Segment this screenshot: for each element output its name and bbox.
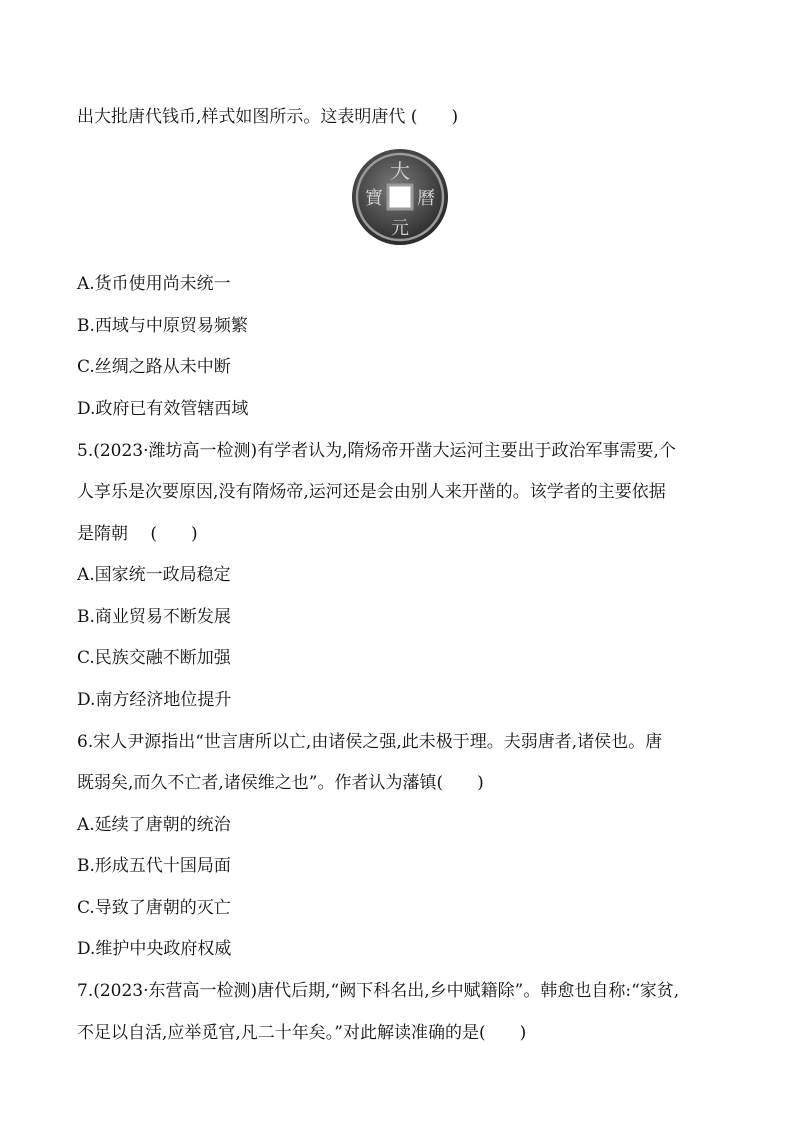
question-5-stem-line-2: 人享乐是次要原因,没有隋炀帝,运河还是会由别人来开凿的。该学者的主要依据	[77, 482, 666, 502]
question-6-stem-line-2: 既弱矣,而久不亡者,诸侯维之也”。作者认为藩镇( )	[77, 773, 484, 793]
coin-char-bottom: 元	[391, 218, 409, 239]
question-6-option-c: C.导致了唐朝的灭亡	[77, 898, 231, 918]
question-5-stem-line-3: 是隋朝 ( )	[77, 524, 198, 544]
question-4-option-a: A.货币使用尚未统一	[77, 274, 231, 294]
coin-char-top: 大	[390, 159, 410, 183]
question-7-stem-line-1: 7.(2023·东营高一检测)唐代后期,“阙下科名出,乡中赋籍除”。韩愈也自称:“家贫,	[77, 981, 680, 1001]
coin-char-right: 曆	[417, 188, 435, 209]
coin-illustration	[350, 147, 450, 247]
question-6-option-d: D.维护中央政府权威	[77, 939, 232, 959]
question-6-stem-line-1: 6.宋人尹源指出“世言唐所以亡,由诸侯之强,此未极于理。夫弱唐者,诸侯也。唐	[77, 732, 663, 752]
question-5-option-b: B.商业贸易不断发展	[77, 607, 231, 627]
question-4-stem-line: 出大批唐代钱币,样式如图所示。这表明唐代 ( )	[77, 107, 459, 127]
question-5-option-d: D.南方经济地位提升	[77, 690, 232, 710]
question-5-option-c: C.民族交融不断加强	[77, 648, 231, 668]
question-7-stem-line-2: 不足以自活,应举觅官,凡二十年矣。”对此解读准确的是( )	[77, 1023, 527, 1043]
question-5-stem-line-1: 5.(2023·潍坊高一检测)有学者认为,隋炀帝开凿大运河主要出于政治军事需要,个	[77, 441, 676, 461]
coin-image	[350, 147, 450, 247]
coin-square-hole	[388, 185, 412, 209]
question-5-option-a: A.国家统一政局稳定	[77, 565, 231, 585]
question-4-option-b: B.西域与中原贸易频繁	[77, 316, 248, 336]
coin-char-left: 寶	[365, 188, 383, 209]
question-6-option-b: B.形成五代十国局面	[77, 856, 231, 876]
question-4-option-d: D.政府已有效管辖西域	[77, 399, 249, 419]
question-6-option-a: A.延续了唐朝的统治	[77, 815, 231, 835]
question-4-option-c: C.丝绸之路从未中断	[77, 357, 231, 377]
